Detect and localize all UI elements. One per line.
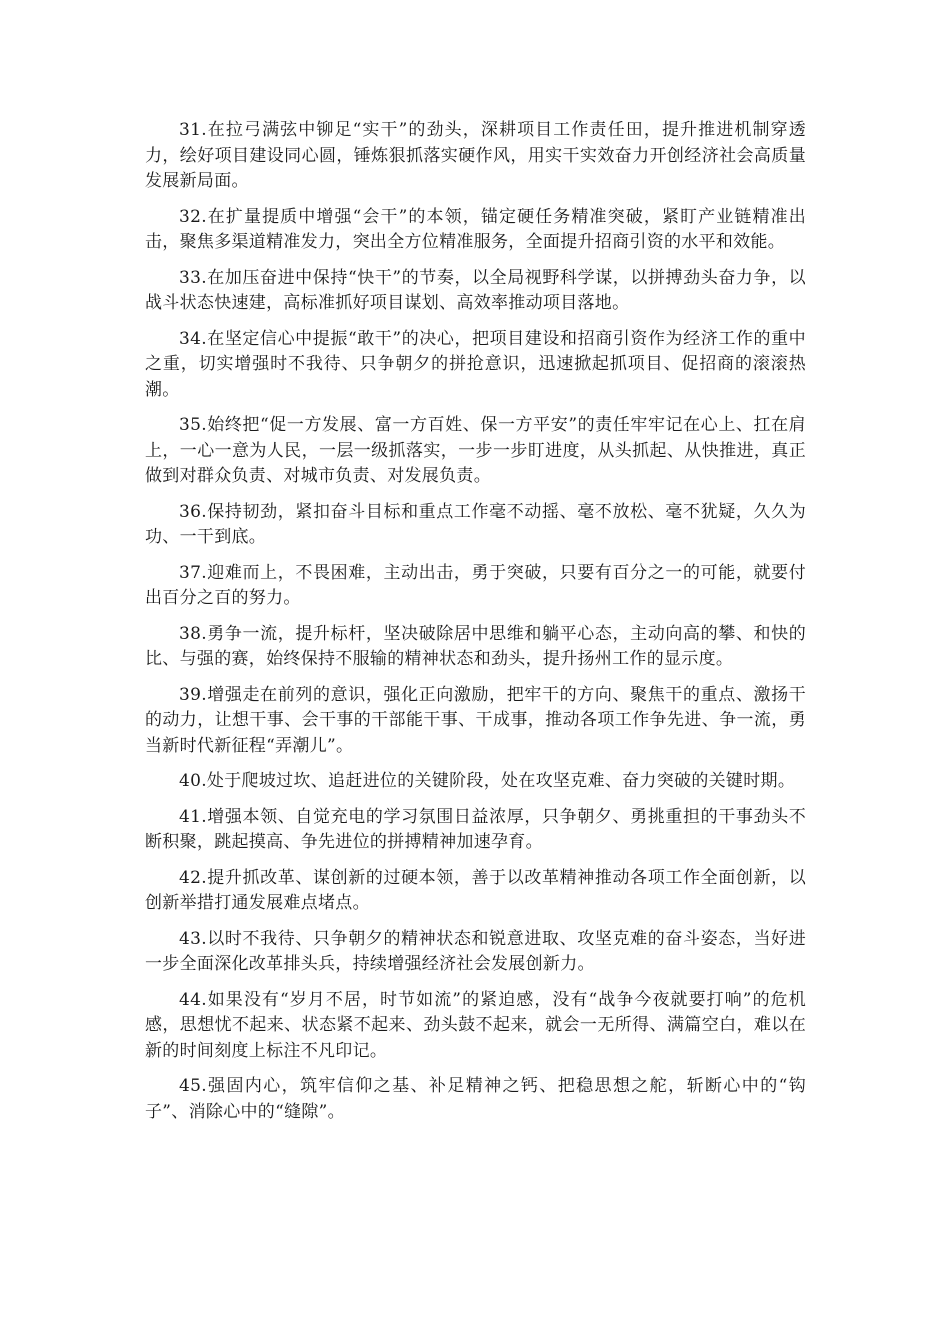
paragraph-33: 33.在加压奋进中保持“快干”的节奏，以全局视野科学谋，以拼搏劲头奋力争，以战斗状态快速建，高标准抓好项目谋划、高效率推动项目落地。: [145, 267, 806, 313]
paragraph-40: 40.处于爬坡过坎、追赶进位的关键阶段，处在攻坚克难、奋力突破的关键时期。: [179, 771, 796, 791]
paragraph-37: 37.迎难而上，不畏困难，主动出击，勇于突破，只要有百分之一的可能，就要付出百分之百的努力。: [145, 562, 806, 608]
paragraph-32: 32.在扩量提质中增强“会干”的本领，锚定硬任务精准突破，紧盯产业链精准出击，聚焦多渠道精准发力，突出全方位精准服务，全面提升招商引资的水平和效能。: [145, 206, 806, 252]
paragraph-31: 31.在拉弓满弦中铆足“实干”的劲头，深耕项目工作责任田，提升推进机制穿透力，绘好项目建设同心圆，锤炼狠抓落实硬作风，用实干实效奋力开创经济社会高质量发展新局面。: [145, 120, 806, 191]
document-body: [145, 118, 806, 1135]
paragraph-43: 43.以时不我待、只争朝夕的精神状态和锐意进取、攻坚克难的奋斗姿态，当好进一步全面深化改革排头兵，持续增强经济社会发展创新力。: [145, 928, 806, 974]
paragraph-42: 42.提升抓改革、谋创新的过硬本领，善于以改革精神推动各项工作全面创新，以创新举措打通发展难点堵点。: [145, 867, 806, 913]
paragraph-36: 36.保持韧劲，紧扣奋斗目标和重点工作毫不动摇、毫不放松、毫不犹疑，久久为功、一干到底。: [145, 501, 806, 547]
paragraph-41: 41.增强本领、自觉充电的学习氛围日益浓厚，只争朝夕、勇挑重担的干事劲头不断积聚，跳起摸高、争先进位的拼搏精神加速孕育。: [145, 806, 806, 852]
paragraph-44: 44.如果没有“岁月不居，时节如流”的紧迫感，没有“战争今夜就要打响”的危机感，思想忧不起来、状态紧不起来、劲头鼓不起来，就会一无所得、满篇空白，难以在新的时间刻度上标注不凡印记。: [145, 989, 806, 1061]
paragraph-45: 45.强固内心，筑牢信仰之基、补足精神之钙、把稳思想之舵，斩断心中的“钩子”、消除心中的“缝隙”。: [145, 1076, 806, 1122]
paragraph-39: 39.增强走在前列的意识，强化正向激励，把牢干的方向、聚焦干的重点、激扬干的动力，让想干事、会干事的干部能干事、干成事，推动各项工作争先进、争一流，勇当新时代新征程“弄潮儿”。: [145, 684, 806, 756]
paragraph-34: 34.在坚定信心中提振“敢干”的决心，把项目建设和招商引资作为经济工作的重中之重，切实增强时不我待、只争朝夕的拼抢意识，迅速掀起抓项目、促招商的滚滚热潮。: [145, 328, 806, 400]
paragraph-35: 35.始终把“促一方发展、富一方百姓、保一方平安”的责任牢牢记在心上、扛在肩上，一心一意为人民，一层一级抓落实，一步一步盯进度，从头抓起、从快推进，真正做到对群众负责、对城市负责、对发展负责。: [145, 415, 806, 486]
paragraph-38: 38.勇争一流，提升标杆，坚决破除居中思维和躺平心态，主动向高的攀、和快的比、与强的赛，始终保持不服输的精神状态和劲头，提升扬州工作的显示度。: [145, 623, 806, 669]
